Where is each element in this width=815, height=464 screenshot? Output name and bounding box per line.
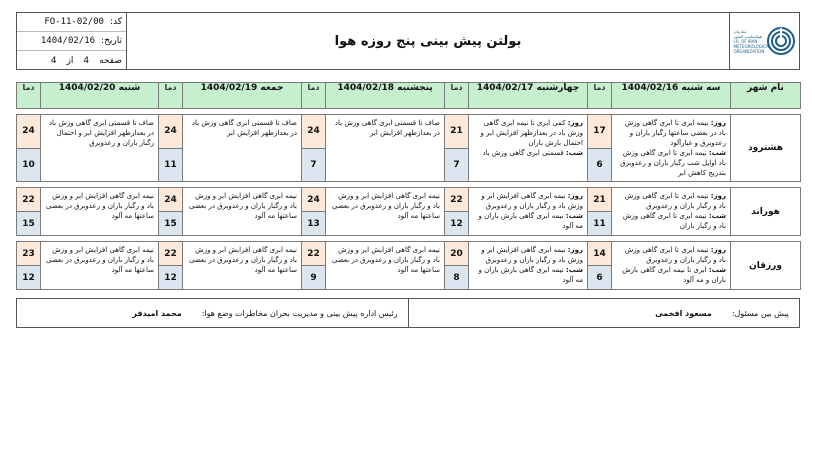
min-temperature: 15: [17, 212, 41, 236]
night-forecast-text: نیمه ابری گاهی بارش باران و مه آلود: [478, 266, 583, 284]
code-value: FO-11-02/00: [44, 17, 104, 27]
date-label: تاریخ:: [101, 36, 122, 46]
min-temperature: 12: [445, 212, 469, 236]
night-forecast-label: شب:: [565, 266, 583, 274]
night-forecast: [473, 148, 583, 158]
forecast-description: [326, 115, 445, 182]
forecast-description: [612, 242, 731, 290]
night-forecast-text: نیمه ابری گاهی بارش باران و مه آلود: [478, 212, 583, 230]
bulletin-title: بولتن پیش بینی پنج روزه هوا: [334, 33, 522, 49]
page-row: [17, 51, 126, 70]
max-temperature: 22: [445, 188, 469, 212]
day-forecast: [473, 191, 583, 211]
night-forecast-text: نیمه ابری تا ابری گاهی وزش باد و رگبار باران: [622, 212, 726, 230]
forecast-description: [183, 188, 302, 236]
temp-column-header: دما: [588, 83, 612, 109]
night-forecast-label: شب:: [708, 149, 726, 157]
page-label: صفحه: [99, 55, 122, 66]
day-forecast-text: نیمه ابری گاهی افزایش ابر و وزش باد و رگبار باران و رعدوبرق در بعضی ساعتها مه آلود: [188, 246, 297, 274]
day-forecast-text: نیمه ابری گاهی افزایش ابر و وزش باد و رگبار باران و رعدوبرق: [481, 192, 583, 210]
day-forecast-text: صاف تا قسمتی ابری گاهی وزش باد در بعدازظهر افزایش ابر: [191, 119, 297, 137]
day-forecast: [330, 118, 440, 138]
min-temperature: 13: [302, 212, 326, 236]
day-forecast: [473, 245, 583, 265]
logo-caption-fa: سازمان هواشناسی کشور: [733, 28, 762, 39]
department-head: [17, 299, 408, 327]
responsible-forecaster: [408, 299, 800, 327]
page-value: 4: [83, 55, 90, 66]
night-forecast: [473, 265, 583, 285]
night-forecast-label: شب:: [708, 266, 726, 274]
temp-column-header: دما: [159, 83, 183, 109]
day-forecast: [616, 191, 726, 211]
forecast-description: [469, 242, 588, 290]
day-forecast: [187, 245, 297, 275]
forecast-description: [183, 115, 302, 182]
day-forecast: [187, 118, 297, 138]
day-forecast: [330, 191, 440, 221]
day-column-header: سه شنبه 1404/02/16: [612, 83, 731, 109]
max-temperature: 17: [588, 115, 612, 149]
head-label: رئیس اداره پیش بینی و مدیریت بحران مخاطرات وضع هوا:: [201, 308, 398, 318]
table-row: [17, 188, 801, 212]
date-value: 1404/02/16: [40, 36, 96, 46]
day-forecast-text: صاف تا قسمتی ابری گاهی وزش باد در بعدازظهر افزایش ابر: [334, 119, 440, 137]
logo-caption-en: I.R. OF IRAN METEOROLOGICAL ORGANIZATION: [733, 38, 771, 54]
organization-logo: [729, 13, 799, 69]
day-forecast-text: نیمه ابری تا ابری گاهی وزش باد و رگبار باران و رعدوبرق: [624, 192, 726, 210]
day-forecast-label: روز:: [710, 192, 726, 200]
day-forecast: [45, 191, 154, 221]
max-temperature: 14: [588, 242, 612, 266]
max-temperature: 24: [17, 115, 41, 149]
logo-caption: [733, 28, 771, 54]
day-forecast: [187, 191, 297, 221]
day-forecast: [45, 245, 154, 275]
night-forecast: [616, 148, 726, 178]
forecast-table: [16, 82, 801, 290]
min-temperature: 7: [445, 148, 469, 182]
day-column-header: جمعه 1404/02/19: [183, 83, 302, 109]
city-name: هشترود: [731, 115, 801, 182]
night-forecast: [473, 211, 583, 231]
max-temperature: 21: [588, 188, 612, 212]
page-of-label: از: [66, 55, 74, 66]
bulletin-footer: [16, 298, 800, 328]
temp-column-header: دما: [445, 83, 469, 109]
day-forecast-text: نیمه ابری گاهی افزایش ابر و وزش باد و رگبار باران و رعدوبرق در بعضی ساعتها مه آلود: [331, 192, 440, 220]
forecast-description: [469, 188, 588, 236]
responsible-label: پیش بین مسئول:: [731, 308, 789, 318]
night-forecast-text: نیمه ابری تا ابری گاهی وزش باد اوایل شب رگبار باران و رعدوبرق بتدریج کاهش ابر: [620, 149, 726, 177]
responsible-name: مسعود افخمی: [655, 308, 712, 318]
day-forecast-text: نیمه ابری گاهی افزایش ابر و وزش باد و رگبار باران و رعدوبرق در بعضی ساعتها مه آلود: [188, 192, 297, 220]
day-column-header: چهارشنبه 1404/02/17: [469, 83, 588, 109]
bulletin-header: [16, 12, 800, 70]
min-temperature: 11: [159, 148, 183, 182]
forecast-description: [612, 115, 731, 182]
temp-column-header: دما: [302, 83, 326, 109]
forecast-description: [469, 115, 588, 182]
day-column-header: شنبه 1404/02/20: [41, 83, 159, 109]
night-forecast-label: شب:: [708, 212, 726, 220]
table-row: [17, 242, 801, 266]
max-temperature: 24: [159, 115, 183, 149]
forecast-description: [326, 242, 445, 290]
min-temperature: 12: [17, 266, 41, 290]
max-temperature: 22: [159, 242, 183, 266]
night-forecast: [616, 211, 726, 231]
day-forecast: [616, 245, 726, 265]
day-forecast: [330, 245, 440, 275]
day-forecast-label: روز:: [567, 119, 583, 127]
night-forecast-label: شب:: [565, 212, 583, 220]
max-temperature: 22: [17, 188, 41, 212]
page-total: 4: [50, 55, 57, 66]
day-forecast-text: نیمه ابری گاهی افزایش ابر و وزش باد و رگبار باران و رعدوبرق در بعضی ساعتها مه آلود: [45, 192, 154, 220]
forecast-description: [326, 188, 445, 236]
min-temperature: 12: [159, 266, 183, 290]
day-forecast-text: نیمه ابری تا ابری گاهی وزش باد و رگبار باران و رعدوبرق: [624, 246, 726, 264]
date-row: [17, 32, 126, 51]
city-column-header: نام شهر: [731, 83, 801, 109]
max-temperature: 24: [302, 115, 326, 149]
min-temperature: 9: [302, 266, 326, 290]
max-temperature: 24: [159, 188, 183, 212]
day-forecast: [473, 118, 583, 148]
max-temperature: 24: [302, 188, 326, 212]
document-meta: [17, 13, 127, 69]
table-header-row: [17, 83, 801, 109]
day-forecast-label: روز:: [710, 119, 726, 127]
min-temperature: 8: [445, 266, 469, 290]
min-temperature: 6: [588, 148, 612, 182]
min-temperature: 11: [588, 212, 612, 236]
day-forecast-label: روز:: [567, 192, 583, 200]
forecast-description: [41, 188, 159, 236]
head-name: محمد امیدفر: [132, 308, 182, 318]
min-temperature: 7: [302, 148, 326, 182]
city-name: هوراند: [731, 188, 801, 236]
min-temperature: 6: [588, 266, 612, 290]
temp-column-header: دما: [17, 83, 41, 109]
day-forecast-label: روز:: [567, 246, 583, 254]
day-forecast-text: صاف تا قسمتی ابری گاهی وزش باد در بعدازظهر افزایش ابر و احتمال رگبار باران و رعدوبرق: [48, 119, 154, 147]
day-forecast-text: نیمه ابری گاهی افزایش ابر و وزش باد و رگبار باران و رعدوبرق در بعضی ساعتها مه آلود: [45, 246, 154, 274]
code-label: کد:: [109, 17, 122, 27]
forecast-description: [41, 242, 159, 290]
day-forecast-text: نیمه ابری گاهی افزایش ابر و وزش باد و رگبار باران و رعدوبرق در بعضی ساعتها مه آلود: [331, 246, 440, 274]
max-temperature: 23: [17, 242, 41, 266]
table-row: [17, 115, 801, 149]
day-forecast: [616, 118, 726, 148]
code-row: [17, 13, 126, 32]
max-temperature: 22: [302, 242, 326, 266]
night-forecast-text: ابری تا نیمه ابری گاهی بارش باران و مه آلود: [622, 266, 726, 284]
night-forecast-text: قسمتی ابری گاهی وزش باد: [482, 149, 564, 157]
city-name: ورزقان: [731, 242, 801, 290]
day-forecast-text: نیمه ابری گاهی افزایش ابر و وزش باد و رگبار باران و رعدوبرق: [481, 246, 583, 264]
day-forecast-text: کمی ابری تا نیمه ابری گاهی وزش باد در بعدازظهر افزایش ابر و احتمال بارش باران: [480, 119, 583, 147]
meteorology-logo-icon: [766, 26, 796, 56]
day-column-header: پنجشنبه 1404/02/18: [326, 83, 445, 109]
forecast-table-body: [17, 83, 801, 290]
forecast-description: [612, 188, 731, 236]
day-forecast-text: نیمه ابری تا ابری گاهی وزش باد در بعضی ساعتها رگبار باران و رعدوبرق و غبارآلود: [624, 119, 726, 147]
min-temperature: 15: [159, 212, 183, 236]
forecast-description: [183, 242, 302, 290]
night-forecast-label: شب:: [565, 149, 583, 157]
day-forecast-label: روز:: [710, 246, 726, 254]
night-forecast: [616, 265, 726, 285]
max-temperature: 20: [445, 242, 469, 266]
min-temperature: 10: [17, 148, 41, 182]
max-temperature: 21: [445, 115, 469, 149]
bulletin-page: [16, 12, 800, 328]
day-forecast: [45, 118, 154, 148]
forecast-description: [41, 115, 159, 182]
